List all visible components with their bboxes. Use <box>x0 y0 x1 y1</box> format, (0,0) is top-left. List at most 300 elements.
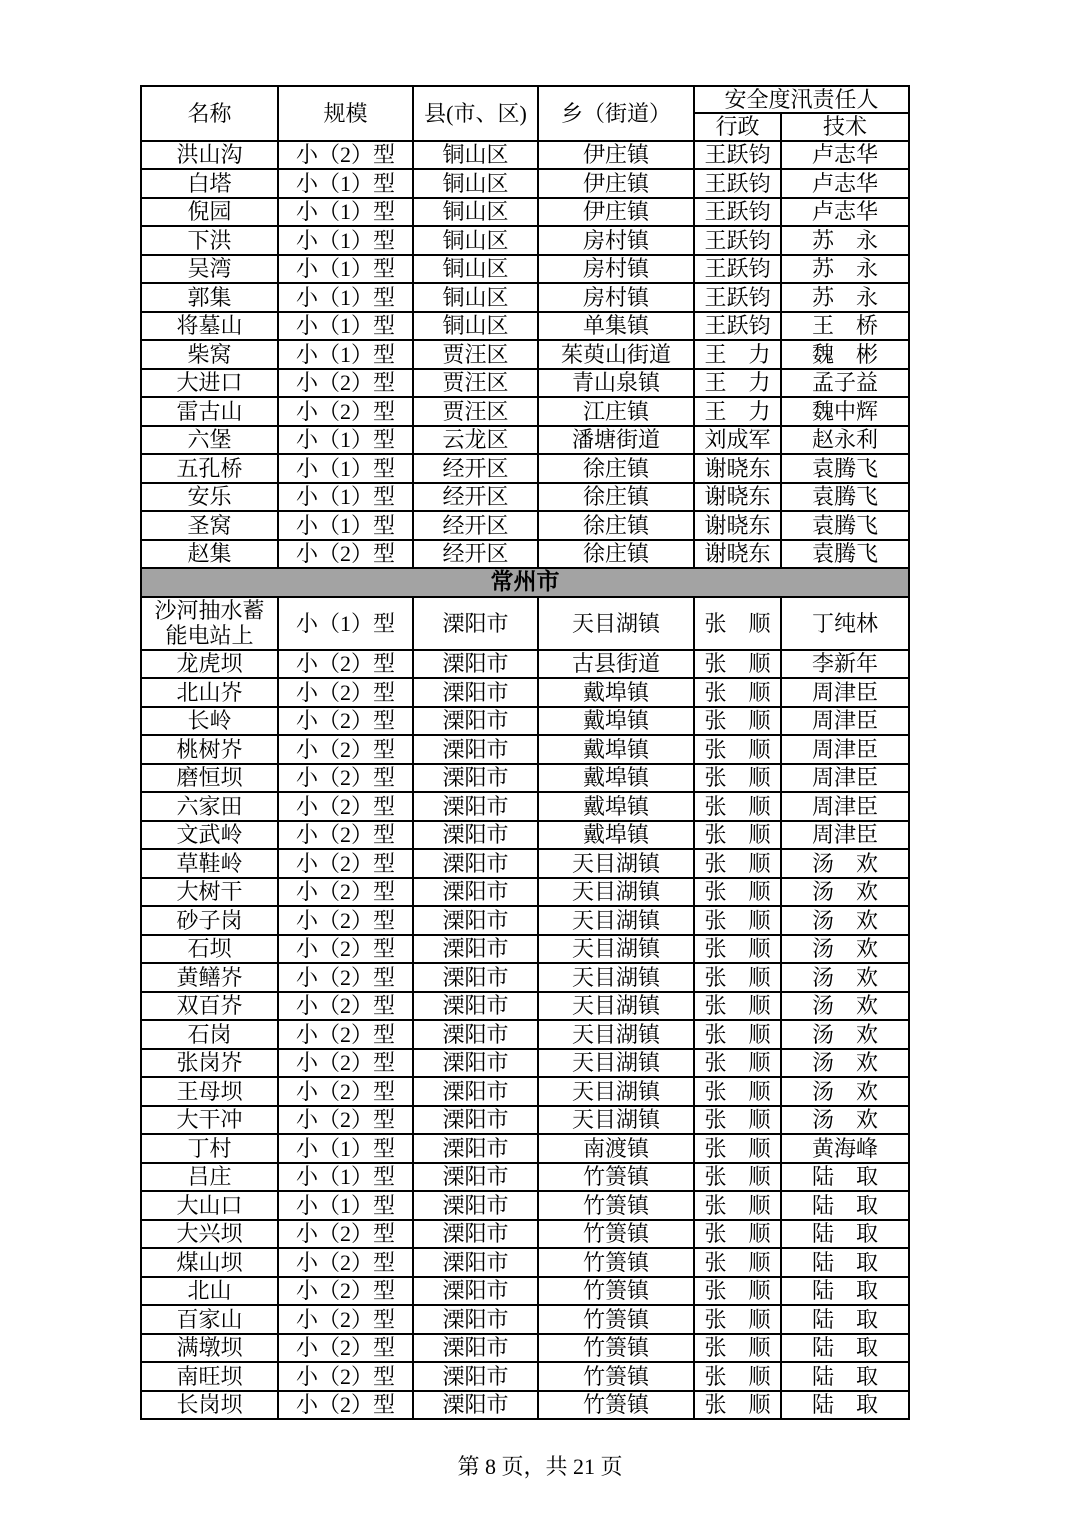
cell-scale: 小（2）型 <box>278 878 413 907</box>
cell-scale: 小（2）型 <box>278 906 413 935</box>
cell-name: 倪园 <box>141 198 278 227</box>
cell-township: 竹箦镇 <box>538 1334 694 1363</box>
cell-township: 房村镇 <box>538 255 694 284</box>
cell-tech: 魏 彬 <box>781 340 909 369</box>
cell-scale: 小（2）型 <box>278 935 413 964</box>
table-row <box>141 1220 909 1249</box>
cell-tech: 苏 永 <box>781 226 909 255</box>
cell-scale: 小（2）型 <box>278 849 413 878</box>
table-body <box>141 141 909 1420</box>
cell-admin: 张 顺 <box>694 906 781 935</box>
column-header-scale: 规模 <box>278 86 413 141</box>
section-title: 常州市 <box>141 568 909 597</box>
cell-admin: 谢晓东 <box>694 511 781 540</box>
cell-name: 吕庄 <box>141 1163 278 1192</box>
cell-name: 北山岕 <box>141 678 278 707</box>
cell-name: 下洪 <box>141 226 278 255</box>
cell-scale: 小（1）型 <box>278 312 413 341</box>
cell-scale: 小（2）型 <box>278 792 413 821</box>
cell-admin: 王跃钧 <box>694 312 781 341</box>
cell-county: 溧阳市 <box>413 1077 538 1106</box>
column-header-admin: 行政 <box>694 113 781 140</box>
cell-admin: 张 顺 <box>694 878 781 907</box>
cell-scale: 小（2）型 <box>278 397 413 426</box>
cell-township: 天目湖镇 <box>538 597 694 650</box>
cell-name: 安乐 <box>141 483 278 512</box>
column-header-safety-group: 安全度汛责任人 <box>694 86 909 113</box>
cell-scale: 小（1）型 <box>278 255 413 284</box>
cell-name: 文武岭 <box>141 821 278 850</box>
table-row <box>141 878 909 907</box>
table-row <box>141 935 909 964</box>
cell-township: 古县街道 <box>538 650 694 679</box>
cell-township: 天目湖镇 <box>538 935 694 964</box>
cell-scale: 小（1）型 <box>278 454 413 483</box>
cell-tech: 汤 欢 <box>781 1020 909 1049</box>
cell-name: 大树干 <box>141 878 278 907</box>
cell-township: 青山泉镇 <box>538 369 694 398</box>
cell-admin: 张 顺 <box>694 1362 781 1391</box>
cell-scale: 小（2）型 <box>278 650 413 679</box>
cell-admin: 张 顺 <box>694 1305 781 1334</box>
cell-scale: 小（2）型 <box>278 764 413 793</box>
cell-scale: 小（2）型 <box>278 821 413 850</box>
table-row <box>141 1106 909 1135</box>
cell-admin: 王跃钧 <box>694 226 781 255</box>
cell-scale: 小（1）型 <box>278 226 413 255</box>
cell-township: 戴埠镇 <box>538 821 694 850</box>
column-header-tech: 技术 <box>781 113 909 140</box>
cell-scale: 小（2）型 <box>278 1106 413 1135</box>
cell-admin: 张 顺 <box>694 992 781 1021</box>
cell-township: 竹箦镇 <box>538 1191 694 1220</box>
cell-scale: 小（1）型 <box>278 1191 413 1220</box>
table-row <box>141 1248 909 1277</box>
cell-tech: 李新年 <box>781 650 909 679</box>
cell-name: 双百岕 <box>141 992 278 1021</box>
cell-tech: 周津臣 <box>781 764 909 793</box>
cell-name: 柴窝 <box>141 340 278 369</box>
cell-tech: 汤 欢 <box>781 1049 909 1078</box>
table-row <box>141 992 909 1021</box>
cell-county: 溧阳市 <box>413 849 538 878</box>
page-number-footer: 第 8 页，共 21 页 <box>457 1454 623 1479</box>
cell-township: 天目湖镇 <box>538 878 694 907</box>
cell-scale: 小（1）型 <box>278 283 413 312</box>
cell-township: 戴埠镇 <box>538 678 694 707</box>
cell-township: 竹箦镇 <box>538 1220 694 1249</box>
cell-township: 竹箦镇 <box>538 1305 694 1334</box>
cell-name: 将墓山 <box>141 312 278 341</box>
cell-township: 江庄镇 <box>538 397 694 426</box>
cell-admin: 张 顺 <box>694 1049 781 1078</box>
cell-county: 贾汪区 <box>413 369 538 398</box>
cell-township: 伊庄镇 <box>538 198 694 227</box>
table-row <box>141 397 909 426</box>
table-row <box>141 312 909 341</box>
cell-name: 长岭 <box>141 707 278 736</box>
cell-township: 竹箦镇 <box>538 1277 694 1306</box>
table-row <box>141 169 909 198</box>
cell-township: 徐庄镇 <box>538 454 694 483</box>
cell-tech: 汤 欢 <box>781 992 909 1021</box>
cell-tech: 周津臣 <box>781 735 909 764</box>
cell-township: 竹箦镇 <box>538 1163 694 1192</box>
table-row <box>141 340 909 369</box>
cell-scale: 小（1）型 <box>278 483 413 512</box>
table-row <box>141 597 909 650</box>
cell-tech: 周津臣 <box>781 707 909 736</box>
section-header-row <box>141 568 909 597</box>
cell-township: 戴埠镇 <box>538 707 694 736</box>
cell-township: 单集镇 <box>538 312 694 341</box>
cell-name: 郭集 <box>141 283 278 312</box>
cell-admin: 张 顺 <box>694 1106 781 1135</box>
cell-name: 龙虎坝 <box>141 650 278 679</box>
cell-admin: 张 顺 <box>694 1020 781 1049</box>
cell-township: 天目湖镇 <box>538 1077 694 1106</box>
cell-tech: 袁腾飞 <box>781 483 909 512</box>
cell-tech: 王 桥 <box>781 312 909 341</box>
cell-county: 溧阳市 <box>413 1391 538 1420</box>
cell-scale: 小（2）型 <box>278 735 413 764</box>
cell-scale: 小（1）型 <box>278 597 413 650</box>
cell-admin: 张 顺 <box>694 650 781 679</box>
cell-scale: 小（2）型 <box>278 141 413 170</box>
cell-tech: 周津臣 <box>781 821 909 850</box>
cell-tech: 孟子益 <box>781 369 909 398</box>
cell-name: 洪山沟 <box>141 141 278 170</box>
cell-county: 溧阳市 <box>413 1049 538 1078</box>
cell-name: 吴湾 <box>141 255 278 284</box>
table-row <box>141 821 909 850</box>
cell-admin: 张 顺 <box>694 1077 781 1106</box>
cell-tech: 丁纯林 <box>781 597 909 650</box>
cell-township: 房村镇 <box>538 283 694 312</box>
cell-scale: 小（2）型 <box>278 540 413 569</box>
table-row <box>141 141 909 170</box>
cell-township: 伊庄镇 <box>538 169 694 198</box>
cell-tech: 汤 欢 <box>781 1077 909 1106</box>
cell-county: 溧阳市 <box>413 1191 538 1220</box>
cell-county: 铜山区 <box>413 283 538 312</box>
cell-name: 圣窝 <box>141 511 278 540</box>
cell-scale: 小（1）型 <box>278 169 413 198</box>
cell-admin: 张 顺 <box>694 1248 781 1277</box>
cell-township: 天目湖镇 <box>538 1106 694 1135</box>
cell-admin: 张 顺 <box>694 935 781 964</box>
table-row <box>141 198 909 227</box>
cell-county: 铜山区 <box>413 255 538 284</box>
column-header-county: 县(市、区) <box>413 86 538 141</box>
cell-tech: 汤 欢 <box>781 1106 909 1135</box>
cell-county: 溧阳市 <box>413 821 538 850</box>
cell-admin: 张 顺 <box>694 1134 781 1163</box>
table-row <box>141 454 909 483</box>
cell-name: 五孔桥 <box>141 454 278 483</box>
cell-tech: 黄海峰 <box>781 1134 909 1163</box>
cell-township: 房村镇 <box>538 226 694 255</box>
cell-scale: 小（1）型 <box>278 198 413 227</box>
cell-township: 天目湖镇 <box>538 906 694 935</box>
cell-admin: 张 顺 <box>694 1220 781 1249</box>
cell-admin: 王跃钧 <box>694 169 781 198</box>
cell-tech: 卢志华 <box>781 141 909 170</box>
cell-county: 贾汪区 <box>413 397 538 426</box>
cell-scale: 小（1）型 <box>278 1163 413 1192</box>
cell-tech: 卢志华 <box>781 198 909 227</box>
cell-scale: 小（1）型 <box>278 340 413 369</box>
cell-scale: 小（1）型 <box>278 426 413 455</box>
cell-tech: 汤 欢 <box>781 963 909 992</box>
cell-scale: 小（2）型 <box>278 1391 413 1420</box>
cell-county: 溧阳市 <box>413 735 538 764</box>
cell-township: 天目湖镇 <box>538 849 694 878</box>
cell-admin: 张 顺 <box>694 792 781 821</box>
cell-county: 溧阳市 <box>413 792 538 821</box>
cell-tech: 周津臣 <box>781 792 909 821</box>
table-row <box>141 735 909 764</box>
cell-county: 溧阳市 <box>413 878 538 907</box>
cell-county: 铜山区 <box>413 198 538 227</box>
table-row <box>141 650 909 679</box>
cell-county: 溧阳市 <box>413 678 538 707</box>
cell-tech: 周津臣 <box>781 678 909 707</box>
cell-scale: 小（2）型 <box>278 678 413 707</box>
cell-scale: 小（2）型 <box>278 1334 413 1363</box>
cell-township: 戴埠镇 <box>538 764 694 793</box>
cell-tech: 陆 取 <box>781 1248 909 1277</box>
table-row <box>141 1277 909 1306</box>
cell-township: 戴埠镇 <box>538 792 694 821</box>
table-row <box>141 1305 909 1334</box>
cell-township: 天目湖镇 <box>538 963 694 992</box>
cell-tech: 陆 取 <box>781 1362 909 1391</box>
cell-name: 磨恒坝 <box>141 764 278 793</box>
cell-scale: 小（2）型 <box>278 1248 413 1277</box>
cell-admin: 王跃钧 <box>694 198 781 227</box>
cell-tech: 陆 取 <box>781 1334 909 1363</box>
cell-county: 溧阳市 <box>413 1220 538 1249</box>
cell-name: 沙河抽水蓄能电站上 <box>141 597 278 650</box>
cell-name: 百家山 <box>141 1305 278 1334</box>
cell-county: 经开区 <box>413 483 538 512</box>
cell-county: 溧阳市 <box>413 1106 538 1135</box>
cell-tech: 苏 永 <box>781 255 909 284</box>
cell-name: 王母坝 <box>141 1077 278 1106</box>
cell-tech: 赵永利 <box>781 426 909 455</box>
cell-tech: 袁腾飞 <box>781 454 909 483</box>
table-row <box>141 963 909 992</box>
cell-name: 大干冲 <box>141 1106 278 1135</box>
cell-county: 溧阳市 <box>413 650 538 679</box>
cell-name: 六堡 <box>141 426 278 455</box>
cell-name: 北山 <box>141 1277 278 1306</box>
table-row <box>141 1191 909 1220</box>
cell-name: 长岗坝 <box>141 1391 278 1420</box>
table-row <box>141 1163 909 1192</box>
table-row <box>141 1362 909 1391</box>
cell-county: 溧阳市 <box>413 1362 538 1391</box>
cell-county: 溧阳市 <box>413 1163 538 1192</box>
cell-admin: 谢晓东 <box>694 483 781 512</box>
table-row <box>141 511 909 540</box>
cell-scale: 小（2）型 <box>278 1362 413 1391</box>
cell-tech: 魏中辉 <box>781 397 909 426</box>
table-row <box>141 1134 909 1163</box>
cell-township: 竹箦镇 <box>538 1248 694 1277</box>
cell-county: 铜山区 <box>413 312 538 341</box>
table-row <box>141 1334 909 1363</box>
cell-name: 黄鳝岕 <box>141 963 278 992</box>
cell-admin: 张 顺 <box>694 735 781 764</box>
cell-admin: 张 顺 <box>694 1277 781 1306</box>
table-row <box>141 369 909 398</box>
cell-county: 溧阳市 <box>413 597 538 650</box>
cell-township: 徐庄镇 <box>538 511 694 540</box>
cell-admin: 张 顺 <box>694 1334 781 1363</box>
table-row <box>141 483 909 512</box>
cell-tech: 陆 取 <box>781 1305 909 1334</box>
cell-tech: 陆 取 <box>781 1277 909 1306</box>
header-row-top <box>141 86 909 113</box>
table-row <box>141 426 909 455</box>
cell-scale: 小（2）型 <box>278 1277 413 1306</box>
cell-admin: 张 顺 <box>694 597 781 650</box>
cell-county: 贾汪区 <box>413 340 538 369</box>
cell-county: 经开区 <box>413 511 538 540</box>
cell-name: 丁村 <box>141 1134 278 1163</box>
cell-admin: 张 顺 <box>694 1391 781 1420</box>
cell-township: 伊庄镇 <box>538 141 694 170</box>
cell-county: 铜山区 <box>413 169 538 198</box>
cell-scale: 小（2）型 <box>278 1305 413 1334</box>
cell-county: 溧阳市 <box>413 963 538 992</box>
cell-tech: 汤 欢 <box>781 878 909 907</box>
cell-township: 茱萸山街道 <box>538 340 694 369</box>
cell-county: 溧阳市 <box>413 1334 538 1363</box>
cell-scale: 小（2）型 <box>278 707 413 736</box>
cell-name: 张岗岕 <box>141 1049 278 1078</box>
cell-county: 溧阳市 <box>413 906 538 935</box>
cell-admin: 王 力 <box>694 369 781 398</box>
cell-scale: 小（1）型 <box>278 511 413 540</box>
column-header-name: 名称 <box>141 86 278 141</box>
table-row <box>141 849 909 878</box>
cell-name: 六家田 <box>141 792 278 821</box>
cell-county: 云龙区 <box>413 426 538 455</box>
cell-scale: 小（2）型 <box>278 1220 413 1249</box>
cell-admin: 张 顺 <box>694 678 781 707</box>
cell-county: 溧阳市 <box>413 1020 538 1049</box>
cell-name: 煤山坝 <box>141 1248 278 1277</box>
table-row <box>141 678 909 707</box>
cell-admin: 张 顺 <box>694 963 781 992</box>
cell-admin: 王 力 <box>694 340 781 369</box>
cell-county: 溧阳市 <box>413 1134 538 1163</box>
cell-tech: 汤 欢 <box>781 935 909 964</box>
table-row <box>141 283 909 312</box>
cell-name: 石岗 <box>141 1020 278 1049</box>
cell-township: 徐庄镇 <box>538 540 694 569</box>
reservoir-table <box>140 85 910 1420</box>
cell-tech: 袁腾飞 <box>781 540 909 569</box>
cell-township: 天目湖镇 <box>538 1020 694 1049</box>
cell-tech: 苏 永 <box>781 283 909 312</box>
table-row <box>141 1020 909 1049</box>
table-row <box>141 764 909 793</box>
cell-name: 砂子岗 <box>141 906 278 935</box>
cell-township: 天目湖镇 <box>538 992 694 1021</box>
cell-scale: 小（2）型 <box>278 992 413 1021</box>
cell-township: 戴埠镇 <box>538 735 694 764</box>
cell-township: 竹箦镇 <box>538 1362 694 1391</box>
column-header-township: 乡（街道） <box>538 86 694 141</box>
cell-tech: 袁腾飞 <box>781 511 909 540</box>
cell-county: 铜山区 <box>413 141 538 170</box>
cell-county: 溧阳市 <box>413 1248 538 1277</box>
cell-township: 潘塘街道 <box>538 426 694 455</box>
cell-county: 溧阳市 <box>413 1277 538 1306</box>
cell-county: 经开区 <box>413 540 538 569</box>
cell-name: 大进口 <box>141 369 278 398</box>
cell-county: 溧阳市 <box>413 1305 538 1334</box>
cell-tech: 陆 取 <box>781 1191 909 1220</box>
cell-name: 桃树岕 <box>141 735 278 764</box>
cell-admin: 刘成军 <box>694 426 781 455</box>
cell-township: 徐庄镇 <box>538 483 694 512</box>
cell-admin: 张 顺 <box>694 1163 781 1192</box>
cell-admin: 张 顺 <box>694 849 781 878</box>
cell-admin: 张 顺 <box>694 707 781 736</box>
cell-county: 溧阳市 <box>413 992 538 1021</box>
cell-county: 经开区 <box>413 454 538 483</box>
cell-township: 天目湖镇 <box>538 1049 694 1078</box>
cell-name: 南旺坝 <box>141 1362 278 1391</box>
cell-admin: 张 顺 <box>694 821 781 850</box>
table-header <box>141 86 909 141</box>
cell-scale: 小（2）型 <box>278 1020 413 1049</box>
cell-tech: 陆 取 <box>781 1220 909 1249</box>
cell-township: 南渡镇 <box>538 1134 694 1163</box>
cell-tech: 陆 取 <box>781 1391 909 1420</box>
table-row <box>141 255 909 284</box>
cell-scale: 小（2）型 <box>278 963 413 992</box>
cell-county: 溧阳市 <box>413 707 538 736</box>
cell-name: 大兴坝 <box>141 1220 278 1249</box>
table-row <box>141 707 909 736</box>
cell-name: 石坝 <box>141 935 278 964</box>
cell-tech: 卢志华 <box>781 169 909 198</box>
cell-scale: 小（2）型 <box>278 1049 413 1078</box>
cell-county: 溧阳市 <box>413 764 538 793</box>
cell-name: 草鞋岭 <box>141 849 278 878</box>
cell-name: 雷古山 <box>141 397 278 426</box>
cell-scale: 小（1）型 <box>278 1134 413 1163</box>
cell-scale: 小（2）型 <box>278 1077 413 1106</box>
cell-admin: 张 顺 <box>694 764 781 793</box>
cell-name: 大山口 <box>141 1191 278 1220</box>
cell-admin: 谢晓东 <box>694 454 781 483</box>
cell-admin: 王 力 <box>694 397 781 426</box>
table-row <box>141 906 909 935</box>
cell-township: 竹箦镇 <box>538 1391 694 1420</box>
cell-scale: 小（2）型 <box>278 369 413 398</box>
table-row <box>141 1077 909 1106</box>
cell-admin: 王跃钧 <box>694 255 781 284</box>
cell-name: 满墩坝 <box>141 1334 278 1363</box>
table-row <box>141 540 909 569</box>
